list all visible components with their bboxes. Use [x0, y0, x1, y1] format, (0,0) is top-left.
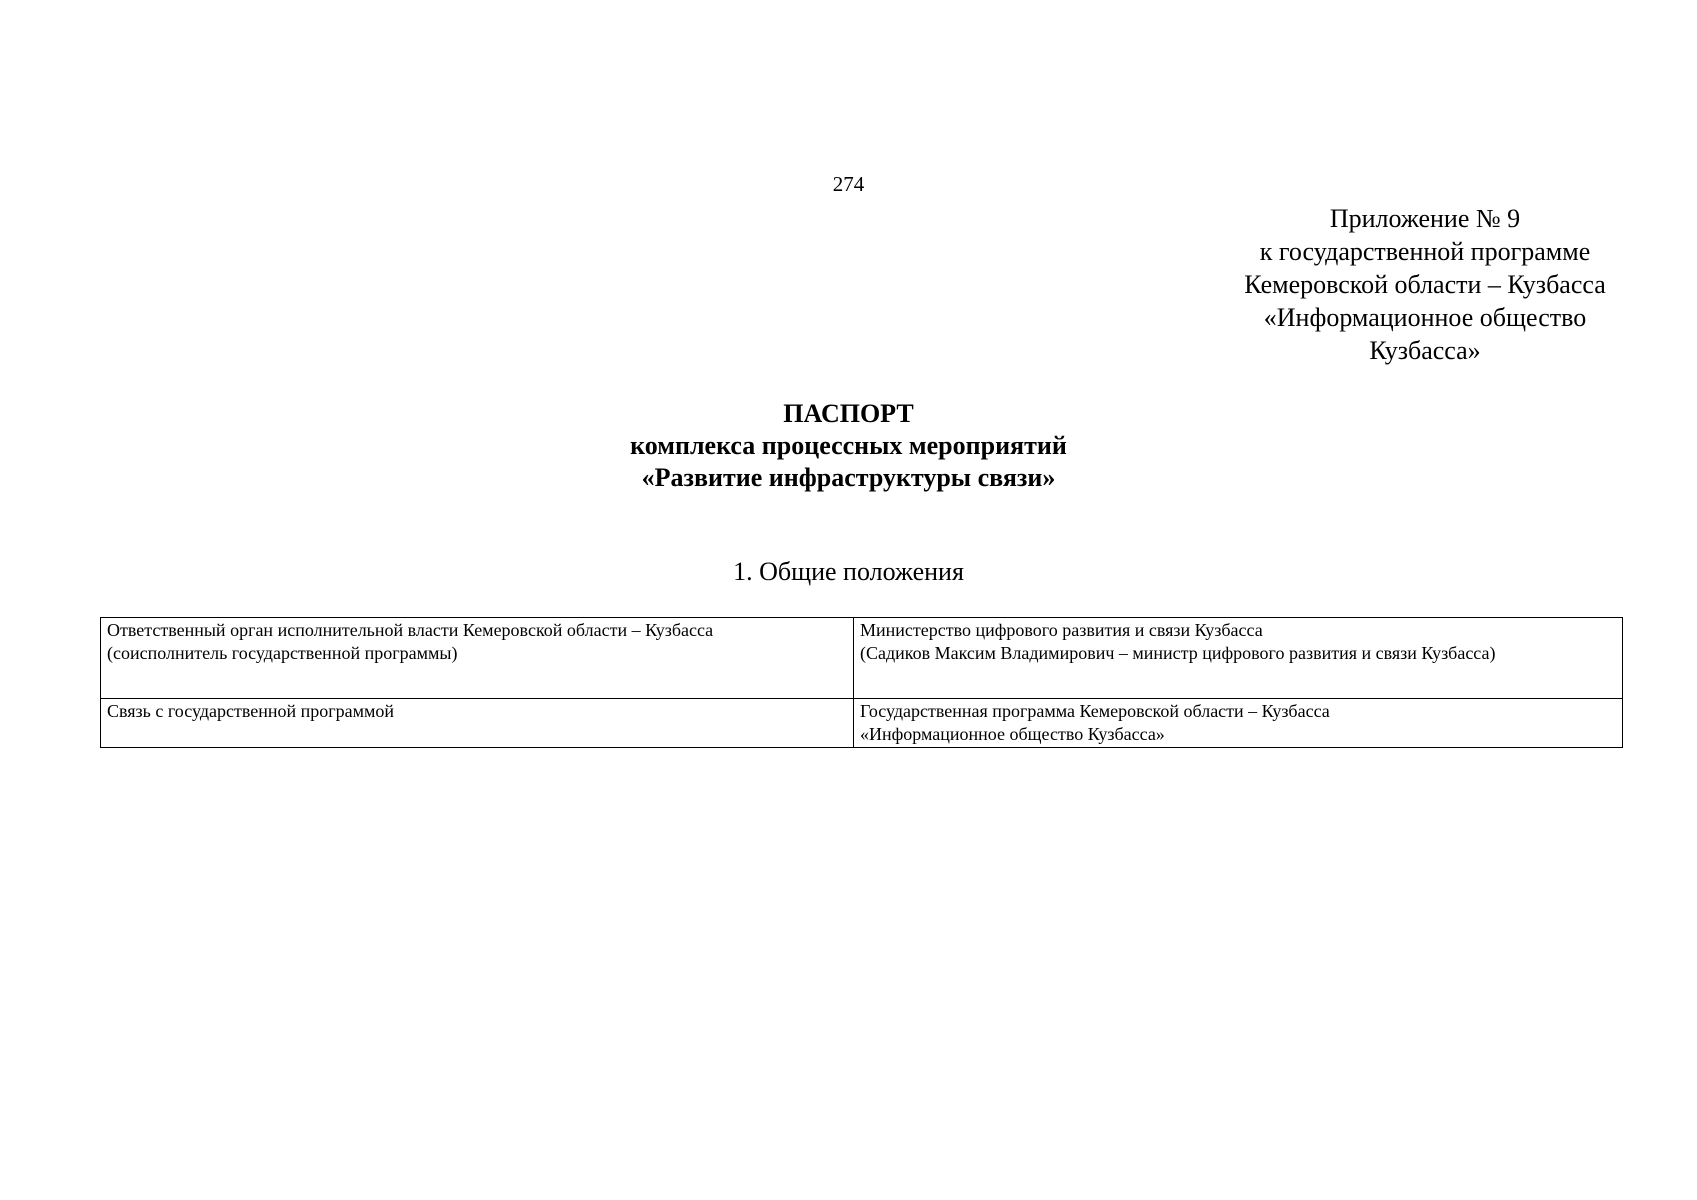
table-row	[101, 699, 1623, 748]
appendix-note	[1200, 202, 1650, 367]
table-cell	[854, 699, 1623, 748]
appendix-line: Кемеровской области – Кузбасса	[1244, 270, 1606, 299]
passport-title: ПАСПОРТ	[783, 399, 914, 428]
cell-text: Государственная программа Кемеровской области – Кузбасса	[860, 701, 1330, 721]
appendix-line: Кузбасса»	[1369, 336, 1481, 365]
table-cell	[854, 618, 1623, 699]
cell-text: (Садиков Максим Владимирович – министр цифрового развития и связи Кузбасса)	[860, 643, 1496, 663]
cell-text: (соисполнитель государственной программы)	[107, 643, 458, 663]
table-cell	[101, 618, 854, 699]
cell-text: Ответственный орган исполнительной власти Кемеровской области – Кузбасса	[107, 620, 714, 640]
cell-text: «Информационное общество Кузбасса»	[860, 724, 1165, 744]
appendix-line: Приложение № 9	[1329, 204, 1521, 233]
cell-text: Министерство цифрового развития и связи Кузбасса	[860, 620, 1263, 640]
appendix-line: к государственной программе	[1259, 237, 1591, 266]
table-cell	[101, 699, 854, 748]
section-heading: 1. Общие положения	[733, 557, 964, 586]
appendix-line: «Информационное общество	[1263, 303, 1587, 332]
cell-text: Связь с государственной программой	[107, 701, 395, 721]
passport-subtitle: «Развитие инфраструктуры связи»	[641, 463, 1056, 492]
passport-title-block	[0, 398, 1697, 494]
page-number: 274	[832, 172, 865, 196]
passport-subtitle: комплекса процессных мероприятий	[630, 431, 1067, 460]
general-provisions-table	[100, 617, 1623, 748]
table-row	[101, 618, 1623, 699]
